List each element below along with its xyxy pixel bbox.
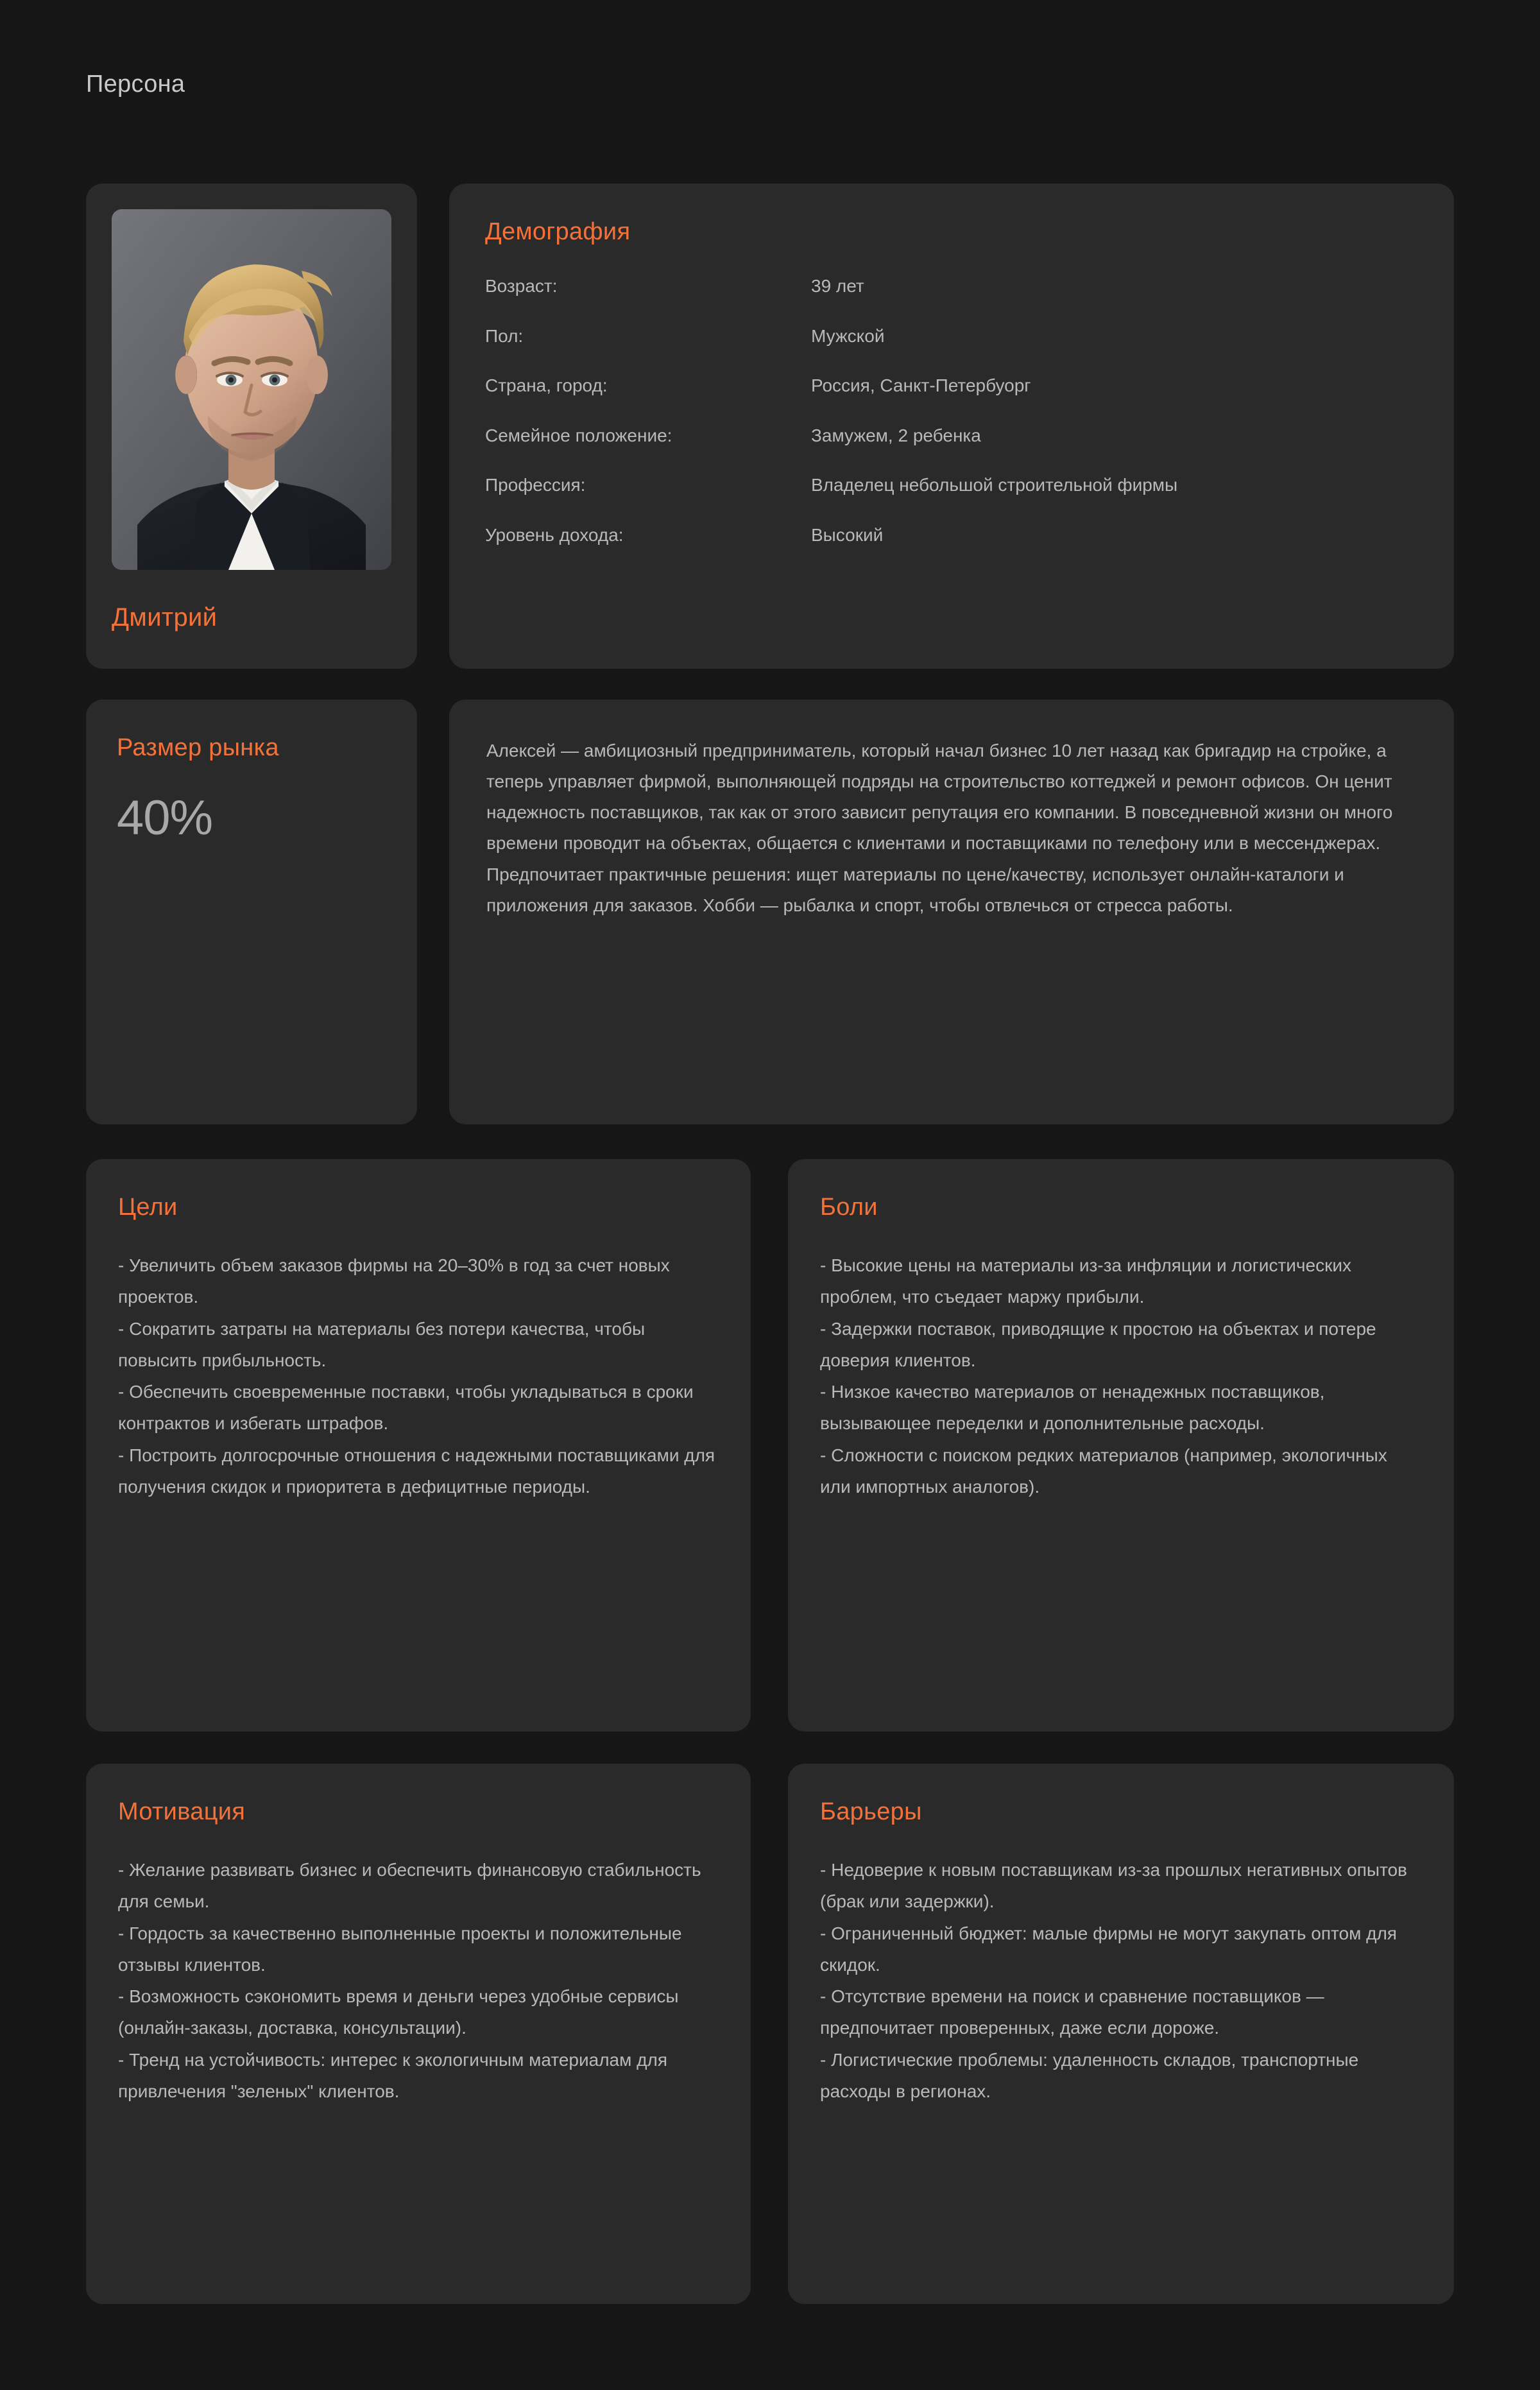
demography-value: Мужской (811, 325, 885, 346)
list-item: - Логистические проблемы: удаленность складов, транспортные расходы в регионах. (820, 2049, 1359, 2101)
list-item: - Гордость за качественно выполненные проекты и положительные отзывы клиентов. (118, 1923, 682, 1975)
goals-card (86, 1159, 751, 1732)
table-row (485, 474, 1418, 524)
avatar (112, 209, 391, 570)
list-item: - Недоверие к новым поставщикам из-за прошлых негативных опытов (брак или задержки). (820, 1860, 1407, 1912)
demography-label: Пол: (485, 325, 524, 346)
demography-heading: Демография (485, 218, 631, 245)
pains-card (788, 1159, 1454, 1732)
table-row (485, 325, 1418, 375)
list-item: - Обеспечить своевременные поставки, чтобы укладываться в сроки контрактов и избегать штрафов. (118, 1382, 694, 1434)
demography-value: Высокий (811, 524, 884, 545)
pains-list (820, 1250, 1422, 1502)
demography-value: Замужем, 2 ребенка (811, 425, 981, 445)
demography-label: Возраст: (485, 276, 558, 296)
goals-list (118, 1250, 719, 1502)
page-title: Персона (86, 71, 185, 98)
list-item: - Отсутствие времени на поиск и сравнение поставщиков — предпочитает проверенных, даже если дороже. (820, 1986, 1324, 2038)
list-item: - Построить долгосрочные отношения с надежными поставщиками для получения скидок и приоритета в дефицитные периоды. (118, 1445, 715, 1497)
list-item: - Желание развивать бизнес и обеспечить финансовую стабильность для семьи. (118, 1860, 701, 1912)
demography-card (449, 184, 1454, 669)
list-item: - Низкое качество материалов от ненадежных поставщиков, вызывающее переделки и дополнительные расходы. (820, 1382, 1325, 1434)
barriers-heading: Барьеры (820, 1798, 922, 1825)
barriers-list (820, 1854, 1422, 2107)
table-row (485, 524, 1418, 574)
list-item: - Сложности с поиском редких материалов (например, экологичных или импортных аналогов). (820, 1445, 1387, 1497)
demography-label: Уровень дохода: (485, 524, 624, 545)
barriers-card (788, 1764, 1454, 2304)
list-item: - Сократить затраты на материалы без потери качества, чтобы повысить прибыльность. (118, 1318, 646, 1370)
bio-card (449, 700, 1454, 1124)
goals-heading: Цели (118, 1194, 178, 1221)
motivation-list (118, 1854, 719, 2107)
demography-value: 39 лет (811, 276, 864, 296)
list-item: - Тренд на устойчивость: интерес к экологичным материалам для привлечения "зеленых" клиентов. (118, 2049, 667, 2101)
demography-table (485, 275, 1418, 574)
table-row (485, 425, 1418, 475)
bio-text: Алексей — амбициозный предприниматель, который начал бизнес 10 лет назад как бригадир на стройке, а теперь управляет фирмой, выполняющей подряды на строительство коттеджей и ремонт офисов. Он ценит надежность поставщиков, так как от этого зависит репутация его компании. В повседневной жизни он много времени проводит на объектах, общается с клиентами и поставщиками по телефону или в мессенджерах. Предпочитает практичные решения: ищет материалы по цене/качеству, использует онлайн-каталоги и приложения для заказов. Хобби — рыбалка и спорт, чтобы отвлечься от стресса работы. (486, 741, 1393, 915)
demography-value: Россия, Санкт-Петербуорг (811, 375, 1031, 396)
market-size-value: 40% (117, 791, 213, 845)
demography-value: Владелец небольшой строительной фирмы (811, 475, 1178, 495)
list-item: - Задержки поставок, приводящие к простою на объектах и потере доверия клиентов. (820, 1318, 1376, 1370)
list-item: - Возможность сэкономить время и деньги через удобные сервисы (онлайн-заказы, доставка, консультации). (118, 1986, 679, 2038)
motivation-card (86, 1764, 751, 2304)
avatar-card (86, 184, 417, 669)
persona-name: Дмитрий (112, 603, 218, 632)
pains-heading: Боли (820, 1194, 878, 1221)
market-size-heading: Размер рынка (117, 734, 279, 761)
table-row (485, 375, 1418, 425)
list-item: - Ограниченный бюджет: малые фирмы не могут закупать оптом для скидок. (820, 1923, 1397, 1975)
demography-label: Профессия: (485, 475, 586, 495)
market-size-card (86, 700, 417, 1124)
demography-label: Семейное положение: (485, 425, 672, 445)
list-item: - Увеличить объем заказов фирмы на 20–30% в год за счет новых проектов. (118, 1255, 670, 1307)
motivation-heading: Мотивация (118, 1798, 246, 1825)
demography-label: Страна, город: (485, 375, 608, 396)
table-row (485, 275, 1418, 325)
list-item: - Высокие цены на материалы из-за инфляции и логистических проблем, что съедает маржу прибыли. (820, 1255, 1351, 1307)
